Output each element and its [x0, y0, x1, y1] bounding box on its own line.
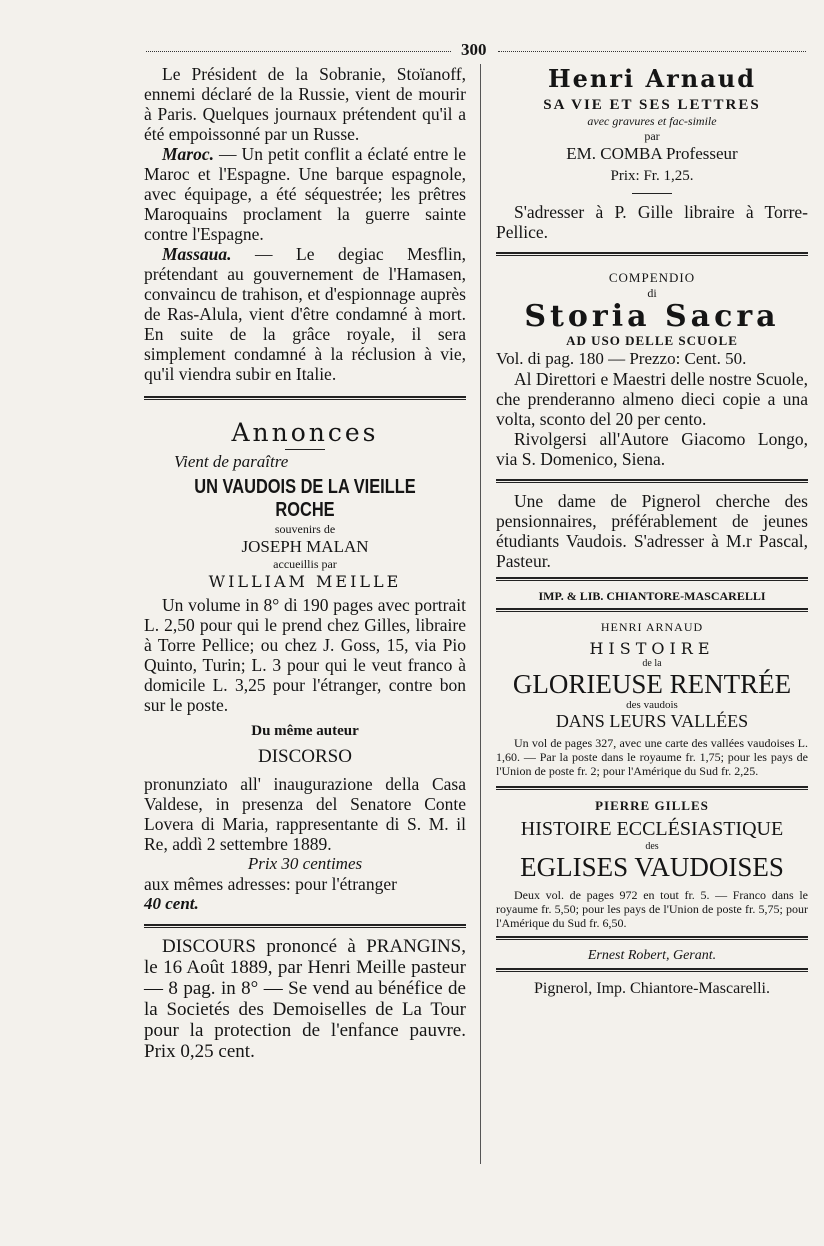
pignerol-imprint: Pignerol, Imp. Chiantore-Mascarelli. — [534, 980, 770, 997]
discorso-price: Prix 30 centimes — [247, 854, 363, 873]
ad-uso-scuole: AD USO DELLE SCUOLE — [566, 333, 738, 348]
arnaud-title: Henri Arnaud — [547, 64, 756, 93]
book-title: UN VAUDOIS DE LA VIEILLE ROCHE — [194, 476, 416, 521]
par: par — [644, 129, 660, 143]
dame-pignerol: Une dame de Pignerol cherche des pensionnaires, préférablement de jeunes étudiants Vaudois. S'adresser à M.r Pascal, Pasteur. — [496, 491, 808, 571]
massaua-label: Massaua. — [162, 244, 232, 264]
glorieuse-rentree-title: GLORIEUSE RENTRÉE — [512, 669, 792, 699]
discours-prangins: DISCOURS prononcé à PRANGINS, le 16 Août 1889, par Henri Meille pasteur — 8 pag. in 8° — Se vend au bénéfice de la Societés des Demoiselles de La Tour pour la protection de l'enfance pauvre. Prix 0,25 cent. — [144, 936, 466, 1062]
section-rule — [144, 396, 466, 400]
sadresser-gille: S'adresser à P. Gille libraire à Torre-Pellice. — [496, 202, 808, 242]
storia-sconto: Al Direttori e Maestri delle nostre Scuole, che prenderanno almeno dieci copie a una volta, sconto del 20 per cento. — [496, 369, 809, 429]
section-rule — [496, 608, 808, 612]
news-massaua — [144, 244, 466, 384]
compendio: COMPENDIO — [608, 270, 696, 285]
glorieuse-description: Un vol de pages 327, avec une carte des vallées vaudoises L. 1,60. — Par la poste dans le royaume fr. 1,75; pour les pays de l'Union de poste fr. 2; pour l'Amérique du Sud fr. 2,25. — [496, 736, 808, 778]
section-rule — [496, 968, 808, 972]
eglises-description: Deux vol. de pages 972 en tout fr. 5. — Franco dans le royaume fr. 5,50; pour les pays de l'Union de poste fr. 5,75; pour l'Amérique du Sud fr. 6,50. — [496, 888, 808, 930]
pierre-gilles: PIERRE GILLES — [595, 798, 709, 813]
histoire-heading: HISTOIRE — [589, 639, 715, 658]
section-rule — [496, 479, 808, 483]
left-column — [144, 64, 466, 1062]
discorso-title: DISCORSO — [258, 746, 352, 767]
avec-gravures: avec gravures et fac-simile — [587, 114, 717, 128]
author-name: JOSEPH MALAN — [241, 537, 369, 556]
du-meme-auteur: Du même auteur — [251, 723, 359, 739]
comba-author: EM. COMBA Professeur — [566, 144, 738, 163]
header-rule-left — [146, 51, 451, 52]
section-rule — [496, 786, 808, 790]
editor-name: WILLIAM MEILLE — [208, 572, 402, 591]
gerant: Ernest Robert, Gerant. — [587, 948, 717, 963]
storia-sacra-title: Storia Sacra — [524, 299, 780, 334]
des: des — [645, 841, 659, 852]
imprint-heading: IMP. & LIB. CHIANTORE-MASCARELLI — [538, 589, 766, 603]
des-vaudois: des vaudois — [626, 699, 678, 711]
storia-volume: Vol. di pag. 180 — Prezzo: Cent. 50. — [496, 349, 747, 368]
dans-leurs-vallees: DANS LEURS VALLÉES — [555, 711, 749, 731]
di: di — [647, 286, 657, 300]
aux-memes-adresses: aux mêmes adresses: pour l'étranger — [144, 874, 397, 894]
annonces-heading: Annonces — [231, 418, 379, 447]
maroc-label: Maroc. — [162, 144, 215, 164]
news-maroc — [144, 144, 466, 244]
accueillis-par: accueillis par — [273, 557, 337, 571]
maroc-text: — Un petit conflit a éclaté entre le Maroc et l'Espagne. Une barque espagnole, avec équipage, a été séquestrée; les prêtres Maroquains proclament la guerre sainte contre l'Espagne. — [144, 144, 466, 244]
news-sobranie: Le Président de la Sobranie, Stoïanoff, ennemi déclaré de la Russie, vient de mourir à Paris. Quelques journaux prétendent qu'il a été empoissonné par un Russe. — [144, 64, 466, 144]
sa-vie-heading: SA VIE ET SES LETTRES — [543, 97, 761, 113]
book-description: Un volume in 8° di 190 pages avec portrait L. 2,50 pour qui le prend chez Gilles, libraire à Torre Pellice; ou chez J. Goss, 15, via Pio Quinto, Turin; L. 3 pour qui le veut franco à domicile L. 3,25 pour l'étranger, contre bon sur le poste. — [144, 595, 466, 715]
de-la: de la — [642, 658, 662, 669]
section-rule — [496, 577, 808, 581]
page-header — [146, 40, 806, 58]
foreign-price: 40 cent. — [144, 894, 199, 913]
vient-de-paraitre: Vient de paraître — [174, 452, 289, 471]
header-rule-right — [498, 51, 806, 52]
histoire-ecclesiastique: HISTOIRE ECCLÉSIASTIQUE — [520, 818, 784, 840]
eglises-vaudoises-title: EGLISES VAUDOISES — [520, 852, 784, 882]
section-rule — [496, 936, 808, 940]
arnaud-price: Prix: Fr. 1,25. — [610, 168, 694, 184]
section-rule — [144, 924, 466, 928]
massaua-text: — Le degiac Mesflin, prétendant au gouvernement de l'Hamasen, convaincu de trahison, et d'espionnage auprès de Ras-Alula, vient d'être condamné à mort. En suite de la grâce royale, il sera simplement condamné à la réclusion à vie, qu'il viendra subir en Italie. — [144, 244, 466, 384]
right-column — [496, 64, 808, 998]
storia-rivolgersi: Rivolgersi all'Autore Giacomo Longo, via S. Domenico, Siena. — [496, 429, 808, 469]
discorso-description: pronunziato all' inaugurazione della Casa Valdese, in presenza del Senatore Conte Lovera di Maria, rappresentante di S. M. il Re, addì 2 settembre 1889. — [144, 774, 466, 854]
short-rule — [285, 449, 325, 450]
column-divider — [480, 64, 481, 1164]
page-number: 300 — [461, 40, 487, 59]
henri-arnaud: HENRI ARNAUD — [600, 620, 704, 634]
section-rule — [496, 252, 808, 256]
short-rule — [632, 193, 672, 194]
souvenirs-de: souvenirs de — [274, 522, 336, 536]
